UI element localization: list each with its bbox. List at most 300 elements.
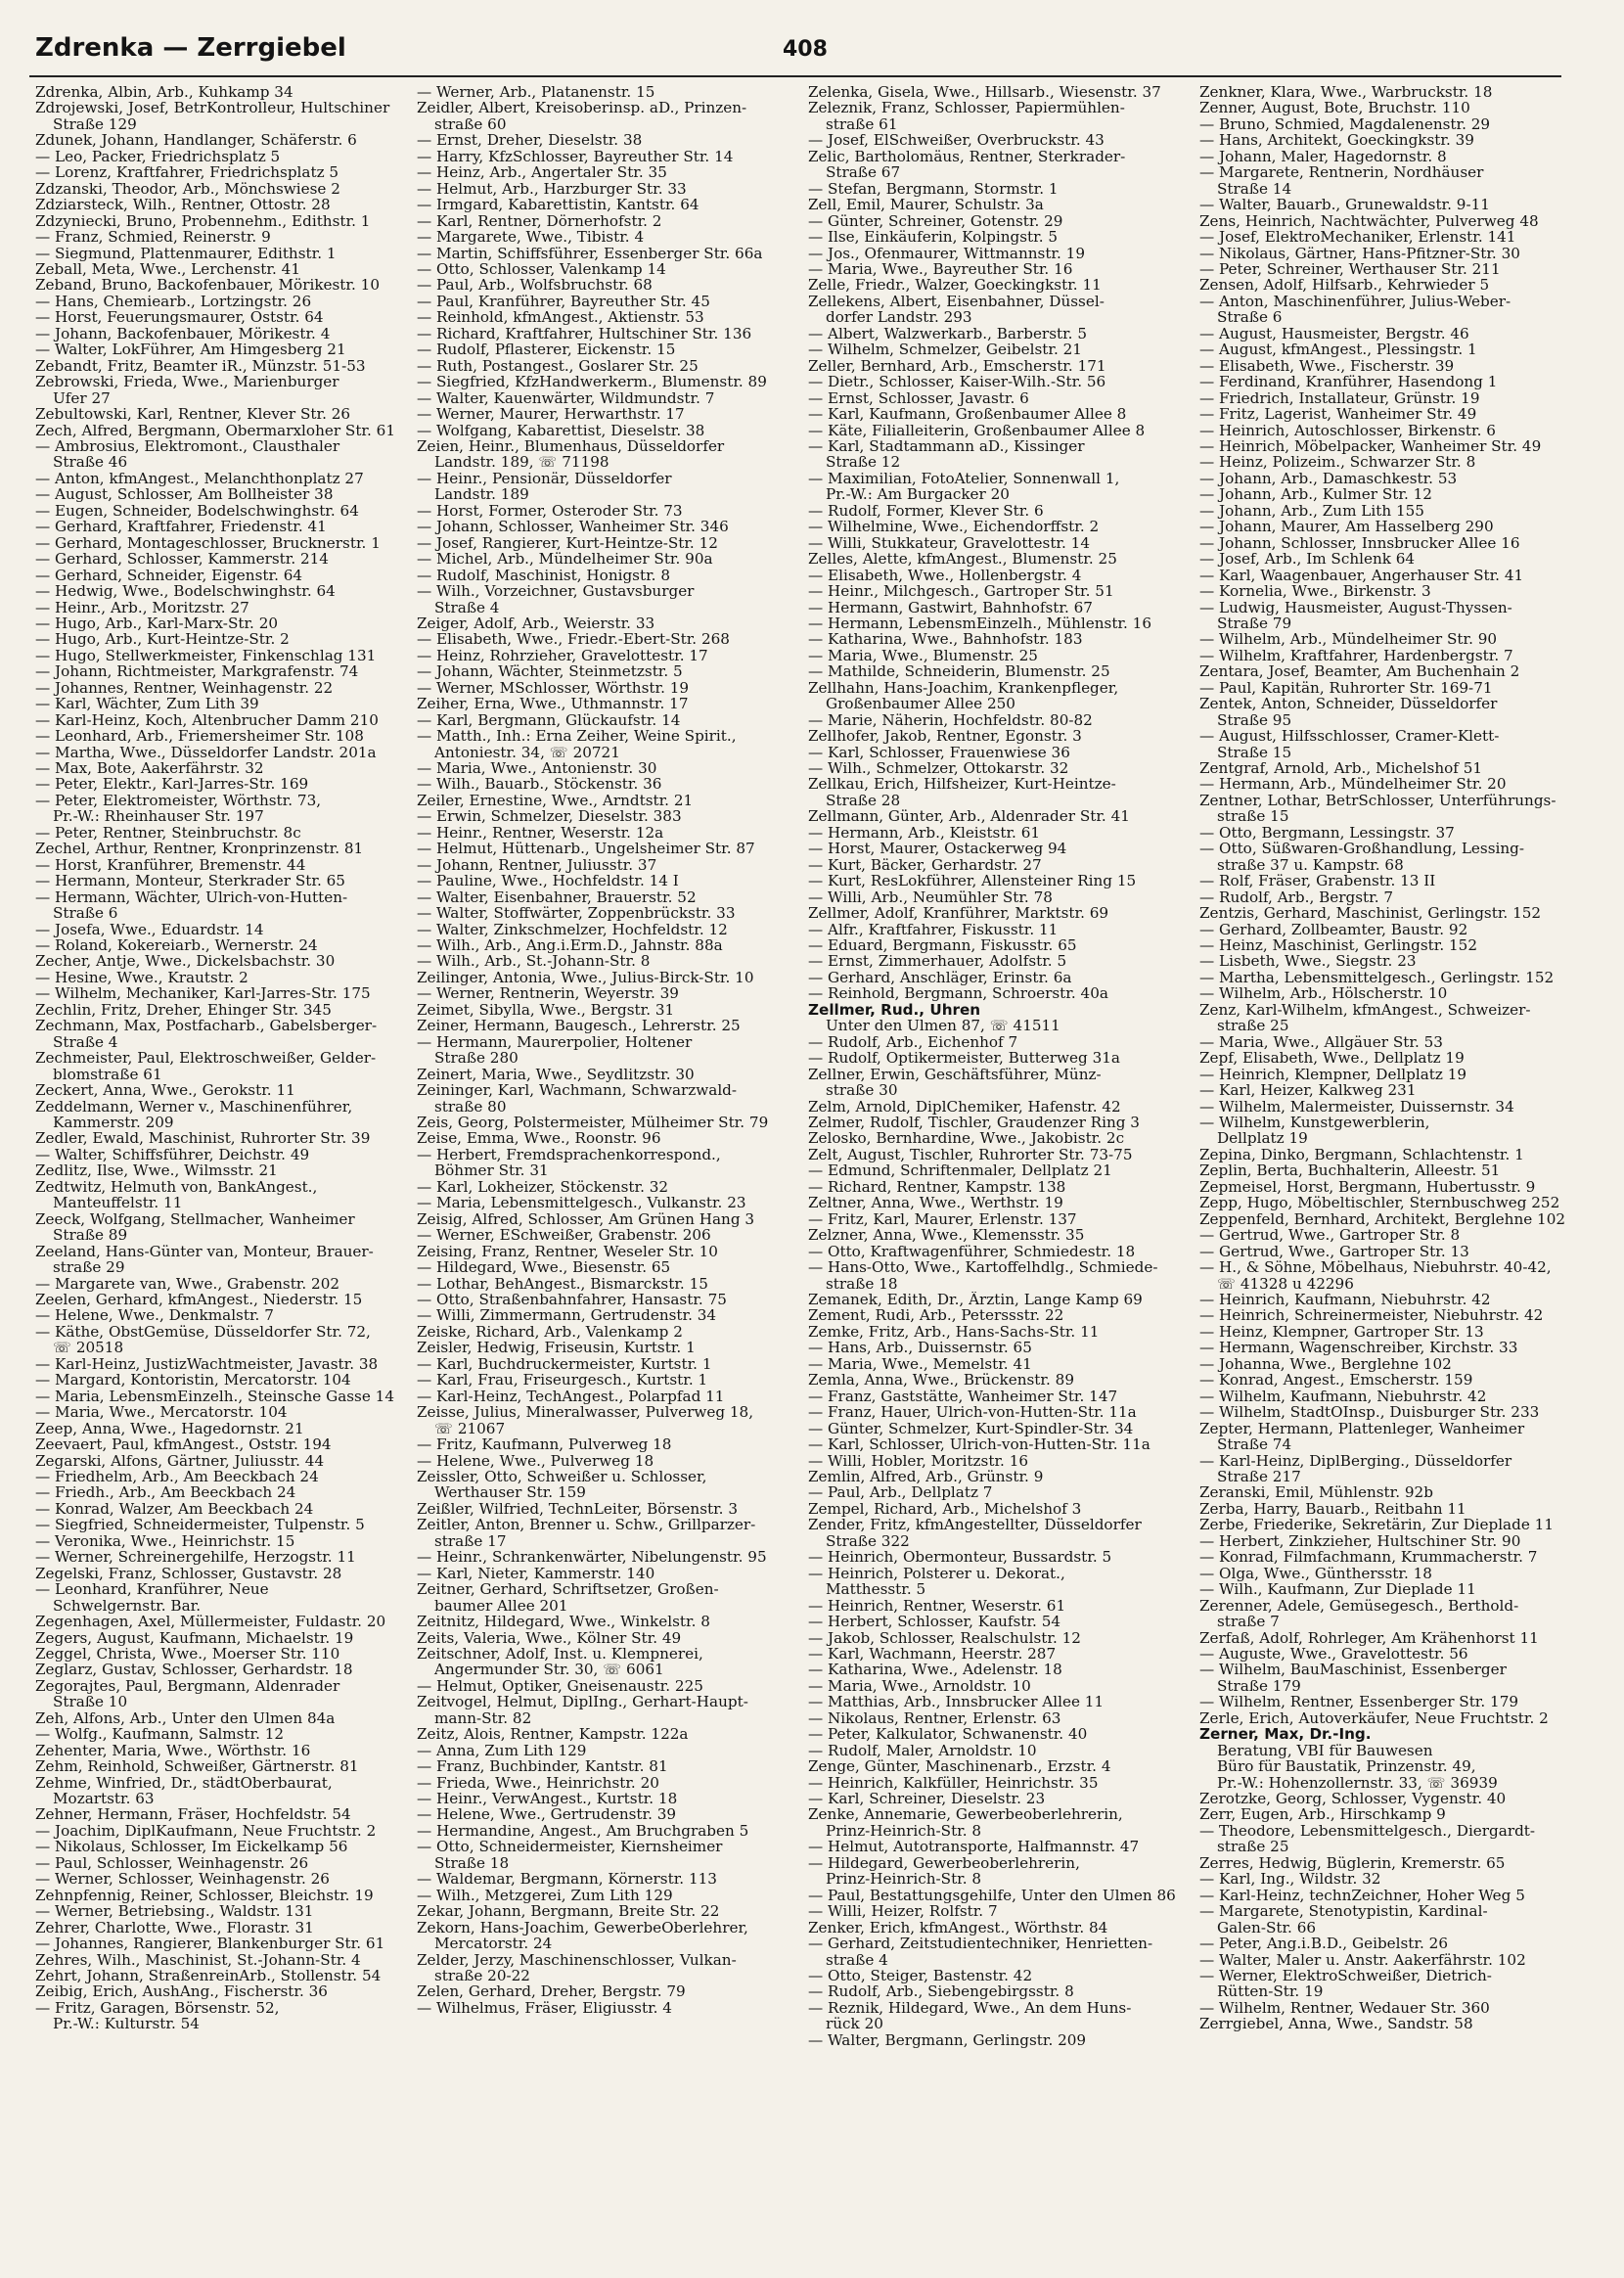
directory-entry: — Karl, Lokheizer, Stöckenstr. 32 — [417, 1178, 669, 1196]
directory-entry: Zepmeisel, Horst, Bergmann, Hubertusstr. 9 — [1199, 1178, 1536, 1196]
column-2 — [417, 84, 787, 2262]
directory-entry: — Otto, Bergmann, Lessingstr. 37 — [1199, 824, 1455, 842]
directory-entry: — Gertrud, Wwe., Gartroper Str. 13 — [1199, 1243, 1469, 1260]
directory-entry: Zech, Alfred, Bergmann, Obermarxloher Str. 61 — [35, 422, 395, 438]
directory-entry: — Franz, Buchbinder, Kantstr. 81 — [417, 1758, 668, 1775]
directory-entry: Zeitner, Gerhard, Schriftsetzer, Großen- — [417, 1581, 719, 1598]
directory-entry: Werthauser Str. 159 — [434, 1484, 586, 1501]
directory-entry: Zechlin, Fritz, Dreher, Ehinger Str. 345 — [35, 1001, 332, 1019]
directory-entry: Zeller, Bernhard, Arb., Emscherstr. 171 — [808, 357, 1106, 375]
directory-entry: — Friedhelm, Arb., Am Beeckbach 24 — [35, 1468, 319, 1485]
directory-entry: — Heinr., Pensionär, Düsseldorfer — [417, 470, 672, 487]
directory-entry: — Maximilian, FotoAtelier, Sonnenwall 1, — [808, 470, 1120, 487]
column-1 — [35, 84, 405, 2262]
directory-entry: Zeball, Meta, Wwe., Lerchenstr. 41 — [35, 260, 300, 278]
directory-entry: straße 25 — [1217, 1839, 1289, 1855]
directory-entry: — Johann, Maurer, Am Hasselberg 290 — [1199, 519, 1494, 535]
directory-entry: — Gerhard, Schlosser, Kammerstr. 214 — [35, 551, 329, 568]
directory-entry: Zeiger, Adolf, Arb., Weierstr. 33 — [417, 615, 655, 632]
directory-entry: — Karl, Rentner, Dörnerhofstr. 2 — [417, 212, 662, 230]
directory-entry: Zeien, Heinr., Blumenhaus, Düsseldorfer — [417, 437, 725, 455]
directory-entry: — Reinhold, kfmAngest., Aktienstr. 53 — [417, 309, 704, 326]
directory-entry: baumer Allee 201 — [434, 1597, 568, 1615]
directory-entry: Straße 14 — [1217, 180, 1292, 198]
directory-entry: — Peter, Schreiner, Werthauser Str. 211 — [1199, 260, 1501, 278]
directory-entry: Zement, Rudi, Arb., Peterssstr. 22 — [808, 1307, 1064, 1324]
directory-entry: Zegorajtes, Paul, Bergmann, Aldenrader — [35, 1677, 340, 1695]
directory-entry: Zeplin, Berta, Buchhalterin, Alleestr. 51 — [1199, 1162, 1501, 1179]
directory-entry: — Fritz, Kaufmann, Pulverweg 18 — [417, 1436, 672, 1453]
directory-entry: — Karl, Wachmann, Heerstr. 287 — [808, 1645, 1057, 1663]
directory-entry: — Margarete, Stenotypistin, Kardinal- — [1199, 1903, 1488, 1920]
directory-entry: Zemanek, Edith, Dr., Ärztin, Lange Kamp 69 — [808, 1291, 1143, 1308]
directory-entry: — Peter, Kalkulator, Schwanenstr. 40 — [808, 1726, 1088, 1743]
directory-entry: — Käte, Filialleiterin, Großenbaumer Allee 8 — [808, 422, 1146, 438]
directory-entry: Zentek, Anton, Schneider, Düsseldorfer — [1199, 696, 1498, 712]
directory-entry: Zeeland, Hans-Günter van, Monteur, Brauer- — [35, 1243, 374, 1260]
directory-entry: Zeleznik, Franz, Schlosser, Papiermühlen- — [808, 100, 1125, 116]
directory-entry: Straße 67 — [826, 164, 901, 181]
directory-entry: — Johann, Arb., Damaschkestr. 53 — [1199, 470, 1458, 487]
directory-entry: Zentzis, Gerhard, Maschinist, Gerlingstr. 152 — [1199, 905, 1542, 922]
directory-entry: — Heinrich, Kalkfüller, Heinrichstr. 35 — [808, 1774, 1099, 1792]
directory-entry: — Paul, Arb., Dellplatz 7 — [808, 1484, 993, 1501]
directory-entry: — Elisabeth, Wwe., Friedr.-Ebert-Str. 268 — [417, 631, 730, 648]
directory-entry: — Walter, Eisenbahner, Brauerstr. 52 — [417, 888, 697, 906]
directory-entry: mann-Str. 82 — [434, 1709, 532, 1727]
directory-entry: — Leonhard, Arb., Friemersheimer Str. 108 — [35, 728, 364, 745]
directory-entry: — Karl, Schreiner, Dieselstr. 23 — [808, 1791, 1046, 1807]
directory-entry: Straße 12 — [826, 454, 901, 471]
directory-entry: — Maria, Wwe., Memelstr. 41 — [808, 1355, 1032, 1373]
directory-entry: — Willi, Hobler, Moritzstr. 16 — [808, 1452, 1029, 1469]
directory-entry: — Gerhard, Zeitstudientechniker, Henrietten- — [808, 1936, 1153, 1952]
directory-entry: — Maria, Wwe., Antonienstr. 30 — [417, 760, 657, 777]
directory-entry: — Johann, Maler, Hagedornstr. 8 — [1199, 148, 1447, 165]
directory-entry: — Wilhelm, Schmelzer, Geibelstr. 21 — [808, 342, 1082, 358]
directory-entry: Zellekens, Albert, Eisenbahner, Düssel- — [808, 293, 1105, 310]
directory-entry: — Walter, Maler u. Anstr. Aakerfährstr. 102 — [1199, 1951, 1526, 1969]
directory-entry: Beratung, VBI für Bauwesen — [1217, 1742, 1433, 1759]
directory-entry: — Siegmund, Plattenmaurer, Edithstr. 1 — [35, 245, 337, 261]
directory-entry: — Karl-Heinz, Koch, Altenbrucher Damm 210 — [35, 711, 379, 729]
directory-entry: — Maria, Wwe., Arnoldstr. 10 — [808, 1677, 1031, 1695]
directory-entry: Zedler, Ewald, Maschinist, Ruhrorter Str. 39 — [35, 1130, 371, 1147]
directory-entry: — Martin, Schiffsführer, Essenberger Str. 66a — [417, 245, 763, 261]
directory-entry: — Wilh., Arb., Ang.i.Erm.D., Jahnstr. 88a — [417, 937, 723, 954]
directory-entry: Zeitnitz, Hildegard, Wwe., Winkelstr. 8 — [417, 1614, 710, 1630]
directory-entry: — Edmund, Schriftenmaler, Dellplatz 21 — [808, 1162, 1112, 1179]
directory-entry: — Heinrich, Schreinermeister, Niebuhrstr. 42 — [1199, 1307, 1544, 1324]
directory-entry: — August, Hausmeister, Bergstr. 46 — [1199, 325, 1469, 342]
directory-entry: — Rudolf, Former, Klever Str. 6 — [808, 502, 1044, 520]
directory-entry: — Helmut, Optiker, Gneisenaustr. 225 — [417, 1677, 703, 1695]
directory-entry: straße 25 — [1217, 1018, 1289, 1034]
directory-entry: — Fritz, Lagerist, Wanheimer Str. 49 — [1199, 406, 1477, 423]
directory-entry: — Heinrich, Autoschlosser, Birkenstr. 6 — [1199, 422, 1496, 438]
directory-entry: ☏ 41328 u 42296 — [1217, 1275, 1354, 1292]
directory-entry: Zebrowski, Frieda, Wwe., Marienburger — [35, 374, 339, 390]
directory-entry: — Johannes, Rangierer, Blankenburger Str. 61 — [35, 1936, 385, 1952]
directory-entry: Zechel, Arthur, Rentner, Kronprinzenstr. 81 — [35, 841, 364, 857]
directory-entry: — Walter, Stoffwärter, Zoppenbrückstr. 33 — [417, 905, 736, 922]
directory-entry: — Otto, Schlosser, Valenkamp 14 — [417, 260, 666, 278]
directory-entry: — Karl, Ing., Wildstr. 32 — [1199, 1871, 1381, 1888]
directory-entry: — Werner, MSchlosser, Wörthstr. 19 — [417, 679, 690, 697]
directory-entry: — Michel, Arb., Mündelheimer Str. 90a — [417, 551, 713, 568]
directory-entry: — Elisabeth, Wwe., Hollenbergstr. 4 — [808, 567, 1082, 584]
directory-entry: Zerba, Harry, Bauarb., Reitbahn 11 — [1199, 1500, 1466, 1518]
directory-entry: Zehenter, Maria, Wwe., Wörthstr. 16 — [35, 1742, 311, 1759]
directory-entry: — Ilse, Einkäuferin, Kolpingstr. 5 — [808, 229, 1059, 246]
directory-entry: — Hermann, Monteur, Sterkrader Str. 65 — [35, 873, 345, 889]
directory-entry: — Otto, Süßwaren-Großhandlung, Lessing- — [1199, 841, 1524, 857]
directory-entry: Manteuffelstr. 11 — [53, 1195, 183, 1211]
directory-entry: — Wilhelm, BauMaschinist, Essenberger — [1199, 1662, 1507, 1678]
directory-entry: — Werner, Schlosser, Weinhagenstr. 26 — [35, 1871, 330, 1888]
directory-entry: Zeckert, Anna, Wwe., Gerokstr. 11 — [35, 1082, 295, 1099]
directory-entry: Zellmer, Rud., Uhren — [808, 1001, 981, 1019]
directory-entry: — Hans, Arb., Duissernstr. 65 — [808, 1340, 1032, 1356]
directory-entry: — Wilh., Bauarb., Stöckenstr. 36 — [417, 776, 662, 793]
directory-entry: — Joachim, DiplKaufmann, Neue Fruchtstr. 2 — [35, 1822, 377, 1840]
directory-entry: ☏ 21067 — [434, 1420, 506, 1437]
directory-entry: — Karl-Heinz, technZeichner, Hoher Weg 5 — [1199, 1887, 1525, 1904]
directory-entry: — Ernst, Dreher, Dieselstr. 38 — [417, 132, 643, 149]
directory-entry: Zeranski, Emil, Mühlenstr. 92b — [1199, 1484, 1433, 1501]
directory-entry: — Walter, Bauarb., Grunewaldstr. 9-11 — [1199, 197, 1490, 213]
directory-entry: Landstr. 189 — [434, 486, 529, 503]
directory-entry: Mozartstr. 63 — [53, 1791, 155, 1807]
directory-entry: — Nikolaus, Gärtner, Hans-Pfitzner-Str. 30 — [1199, 245, 1520, 261]
directory-entry: Zentner, Lothar, BetrSchlosser, Unterführungs- — [1199, 792, 1556, 809]
directory-entry: — Erwin, Schmelzer, Dieselstr. 383 — [417, 808, 682, 825]
directory-entry: straße 60 — [434, 115, 507, 133]
directory-entry: Zelosko, Bernhardine, Wwe., Jakobistr. 2c — [808, 1130, 1125, 1147]
directory-entry: — Siegfried, KfzHandwerkerm., Blumenstr. 89 — [417, 374, 767, 390]
directory-entry: — Günter, Schmelzer, Kurt-Spindler-Str. 34 — [808, 1420, 1134, 1437]
directory-entry: Unter den Ulmen 87, ☏ 41511 — [826, 1018, 1060, 1034]
directory-entry: Zeitz, Alois, Rentner, Kampstr. 122a — [417, 1726, 689, 1743]
directory-entry: Matthesstr. 5 — [826, 1581, 926, 1598]
directory-entry: — Horst, Kranführer, Bremenstr. 44 — [35, 856, 306, 874]
directory-entry: — Eugen, Schneider, Bodelschwinghstr. 64 — [35, 502, 359, 520]
directory-entry: — Walter, Zinkschmelzer, Hochfeldstr. 12 — [417, 921, 728, 938]
directory-entry: — Gerhard, Kraftfahrer, Friedenstr. 41 — [35, 519, 327, 535]
directory-entry: — Wilhelm, StadtOInsp., Duisburger Str. 233 — [1199, 1404, 1540, 1421]
directory-entry: — Johann, Rentner, Juliusstr. 37 — [417, 856, 657, 874]
running-header: Zdrenka — Zerrgiebel — [35, 33, 346, 63]
directory-entry: — Heinrich, Klempner, Dellplatz 19 — [1199, 1066, 1467, 1083]
directory-entry: — Fritz, Karl, Maurer, Erlenstr. 137 — [808, 1210, 1077, 1228]
directory-entry: — Werner, Rentnerin, Weyerstr. 39 — [417, 985, 679, 1002]
directory-entry: Straße 129 — [53, 115, 137, 133]
directory-entry: — Werner, ESchweißer, Grabenstr. 206 — [417, 1227, 711, 1244]
directory-entry: Prinz-Heinrich-Str. 8 — [826, 1822, 982, 1840]
directory-entry: Zerotzke, Georg, Schlosser, Vygenstr. 40 — [1199, 1791, 1507, 1807]
directory-entry: — Karl-Heinz, DiplBerging., Düsseldorfer — [1199, 1452, 1512, 1469]
directory-entry: Zemlin, Alfred, Arb., Grünstr. 9 — [808, 1468, 1044, 1485]
directory-entry: Zell, Emil, Maurer, Schulstr. 3a — [808, 197, 1044, 213]
directory-entry: — Hermann, Wächter, Ulrich-von-Hutten- — [35, 888, 348, 906]
directory-entry: — Otto, Schneidermeister, Kiernsheimer — [417, 1839, 723, 1855]
directory-entry: Pr.-W.: Am Burgacker 20 — [826, 486, 1010, 503]
column-4 — [1199, 84, 1569, 2262]
directory-entry: — Willi, Arb., Neumühler Str. 78 — [808, 888, 1053, 906]
directory-entry: Zeisse, Julius, Mineralwasser, Pulverweg 18, — [417, 1404, 754, 1421]
directory-entry: — Lisbeth, Wwe., Siegstr. 23 — [1199, 953, 1417, 970]
directory-entry: — Otto, Straßenbahnfahrer, Hansastr. 75 — [417, 1291, 727, 1308]
directory-entry: Pr.-W.: Kulturstr. 54 — [53, 2016, 200, 2032]
directory-entry: — Josef, ElSchweißer, Overbruckstr. 43 — [808, 132, 1105, 149]
directory-entry: — Horst, Former, Osteroder Str. 73 — [417, 502, 683, 520]
directory-entry: Zehm, Reinhold, Schweißer, Gärtnerstr. 81 — [35, 1758, 359, 1775]
directory-entry: — Anton, kfmAngest., Melanchthonplatz 27 — [35, 470, 364, 487]
directory-entry: — Richard, Rentner, Kampstr. 138 — [808, 1178, 1066, 1196]
directory-entry: — Karl, Waagenbauer, Angerhauser Str. 41 — [1199, 567, 1524, 584]
directory-entry: — Anna, Zum Lith 129 — [417, 1742, 587, 1759]
directory-entry: Zerrgiebel, Anna, Wwe., Sandstr. 58 — [1199, 2016, 1473, 2032]
directory-entry: — Ruth, Postangest., Goslarer Str. 25 — [417, 357, 699, 375]
directory-entry: Zehnpfennig, Reiner, Schlosser, Bleichstr. 19 — [35, 1887, 374, 1904]
directory-entry: Zeh, Alfons, Arb., Unter den Ulmen 84a — [35, 1709, 336, 1727]
directory-entry: Dellplatz 19 — [1217, 1130, 1308, 1147]
directory-entry: Zegarski, Alfons, Gärtner, Juliusstr. 44 — [35, 1452, 325, 1469]
directory-entry: Antoniestr. 34, ☏ 20721 — [434, 744, 620, 761]
directory-entry: — Gerhard, Anschläger, Erinstr. 6a — [808, 969, 1072, 986]
directory-entry: — Helmut, Hüttenarb., Ungelsheimer Str. 87 — [417, 841, 755, 857]
directory-entry: — Wilhelm, Kunstgewerblerin, — [1199, 1115, 1430, 1131]
directory-entry: — Maria, Lebensmittelgesch., Vulkanstr. 23 — [417, 1195, 746, 1211]
directory-entry: Zeising, Franz, Rentner, Weseler Str. 10 — [417, 1243, 718, 1260]
directory-entry: Zeis, Georg, Polstermeister, Mülheimer Str. 79 — [417, 1115, 769, 1131]
directory-entry: — Werner, Maurer, Herwarthstr. 17 — [417, 406, 685, 423]
directory-entry: Straße 10 — [53, 1694, 128, 1710]
directory-entry: — Gertrud, Wwe., Gartroper Str. 8 — [1199, 1227, 1461, 1244]
directory-entry: Straße 28 — [826, 792, 901, 809]
directory-entry: — Wilhelm, Mechaniker, Karl-Jarres-Str. 175 — [35, 985, 371, 1002]
directory-entry: — Ambrosius, Elektromont., Clausthaler — [35, 437, 340, 455]
directory-entry: blomstraße 61 — [53, 1066, 162, 1083]
directory-entry: Zentara, Josef, Beamter, Am Buchenhain 2 — [1199, 663, 1520, 680]
directory-entry: — Heinz, Rohrzieher, Gravelottestr. 17 — [417, 647, 708, 664]
directory-entry: Zenge, Günter, Maschinenarb., Erzstr. 4 — [808, 1758, 1111, 1775]
directory-entry: — Walter, Schiffsführer, Deichstr. 49 — [35, 1146, 310, 1163]
directory-entry: — Roland, Kokereiarb., Wernerstr. 24 — [35, 937, 318, 954]
directory-entry: Zellhahn, Hans-Joachim, Krankenpfleger, — [808, 679, 1119, 697]
directory-entry: Zeltner, Anna, Wwe., Werthstr. 19 — [808, 1195, 1063, 1211]
directory-entry: Straße 179 — [1217, 1677, 1301, 1695]
directory-entry: — Johann, Backofenbauer, Mörikestr. 4 — [35, 325, 331, 342]
directory-entry: Angermunder Str. 30, ☏ 6061 — [434, 1662, 664, 1678]
directory-entry: Straße 79 — [1217, 615, 1292, 632]
directory-entry: — Paul, Bestattungsgehilfe, Unter den Ulmen 86 — [808, 1887, 1176, 1904]
directory-entry: — Hermann, LebensmEinzelh., Mühlenstr. 16 — [808, 615, 1151, 632]
directory-entry: — Wilhelmus, Fräser, Eligiusstr. 4 — [417, 1999, 672, 2017]
directory-entry: — Willi, Zimmermann, Gertrudenstr. 34 — [417, 1307, 717, 1324]
directory-entry: Zender, Fritz, kfmAngestellter, Düsseldorfer — [808, 1517, 1142, 1533]
directory-entry: — Eduard, Bergmann, Fiskusstr. 65 — [808, 937, 1077, 954]
directory-entry: — Reznik, Hildegard, Wwe., An dem Huns- — [808, 1999, 1132, 2017]
directory-entry: — Hugo, Arb., Kurt-Heintze-Str. 2 — [35, 631, 290, 648]
directory-entry: — Hermann, Gastwirt, Bahnhofstr. 67 — [808, 599, 1093, 615]
directory-entry: Zehrt, Johann, StraßenreinArb., Stollenstr. 54 — [35, 1968, 382, 1984]
directory-entry: — Paul, Kapitän, Ruhrorter Str. 169-71 — [1199, 679, 1493, 697]
directory-entry: Zelmer, Rudolf, Tischler, Graudenzer Ring 3 — [808, 1115, 1140, 1131]
directory-entry: — Auguste, Wwe., Gravelottestr. 56 — [1199, 1645, 1468, 1663]
directory-entry: Straße 89 — [53, 1227, 128, 1244]
directory-entry: Zerbe, Friederike, Sekretärin, Zur Dieplade 11 — [1199, 1517, 1554, 1533]
directory-entry: — August, kfmAngest., Plessingstr. 1 — [1199, 342, 1477, 358]
directory-entry: — Johannes, Rentner, Weinhagenstr. 22 — [35, 679, 334, 697]
directory-entry: — Margarete van, Wwe., Grabenstr. 202 — [35, 1275, 340, 1292]
directory-entry: — Gerhard, Schneider, Eigenstr. 64 — [35, 567, 303, 584]
directory-entry: — Wilhelm, Kraftfahrer, Hardenbergstr. 7 — [1199, 647, 1513, 664]
directory-entry: Zegenhagen, Axel, Müllermeister, Fuldastr. 20 — [35, 1614, 386, 1630]
directory-entry: Zdzyniecki, Bruno, Probennehm., Edithstr. 1 — [35, 212, 371, 230]
directory-entry: — Friedrich, Installateur, Grünstr. 19 — [1199, 389, 1480, 407]
directory-entry: Straße 95 — [1217, 711, 1292, 729]
directory-entry: — Karl, Schlosser, Ulrich-von-Hutten-Str. 11a — [808, 1436, 1150, 1453]
directory-entry: — Margarete, Wwe., Tibistr. 4 — [417, 229, 645, 246]
directory-entry: — Irmgard, Kabarettistin, Kantstr. 64 — [417, 197, 699, 213]
directory-entry: straße 37 u. Kampstr. 68 — [1217, 856, 1404, 874]
directory-entry: Zeitvogel, Helmut, DiplIng., Gerhart-Haupt- — [417, 1694, 748, 1710]
directory-entry: — Alfr., Kraftfahrer, Fiskusstr. 11 — [808, 921, 1059, 938]
directory-entry: Zens, Heinrich, Nachtwächter, Pulverweg 48 — [1199, 212, 1539, 230]
directory-entry: — Ernst, Schlosser, Javastr. 6 — [808, 389, 1029, 407]
directory-entry: Zelles, Alette, kfmAngest., Blumenstr. 25 — [808, 551, 1117, 568]
directory-entry: Straße 4 — [434, 599, 500, 615]
directory-entry: — Johann, Wächter, Steinmetzstr. 5 — [417, 663, 683, 680]
directory-entry: — Elisabeth, Wwe., Fischerstr. 39 — [1199, 357, 1455, 375]
directory-entry: — Reinhold, Bergmann, Schroerstr. 40a — [808, 985, 1108, 1002]
directory-entry: — Lorenz, Kraftfahrer, Friedrichsplatz 5 — [35, 164, 339, 181]
directory-entry: — Nikolaus, Schlosser, Im Eickelkamp 56 — [35, 1839, 348, 1855]
directory-entry: Zelic, Bartholomäus, Rentner, Sterkrader- — [808, 148, 1126, 165]
directory-entry: — Heinr., Milchgesch., Gartroper Str. 51 — [808, 583, 1114, 600]
directory-entry: — Kurt, Bäcker, Gerhardstr. 27 — [808, 856, 1042, 874]
directory-entry: — Rudolf, Arb., Eichenhof 7 — [808, 1033, 1018, 1051]
directory-entry: — Josef, Arb., Im Schlenk 64 — [1199, 551, 1416, 568]
directory-entry: Zeglarz, Gustav, Schlosser, Gerhardstr. 18 — [35, 1662, 353, 1678]
directory-entry: — Wilhelm, Arb., Hölscherstr. 10 — [1199, 985, 1448, 1002]
directory-entry: — Helene, Wwe., Gertrudenstr. 39 — [417, 1806, 677, 1823]
directory-entry: — August, Schlosser, Am Bollheister 38 — [35, 486, 334, 503]
directory-entry: — Leonhard, Kranführer, Neue — [35, 1581, 269, 1598]
directory-entry: Zelder, Jerzy, Maschinenschlosser, Vulkan- — [417, 1951, 737, 1969]
directory-entry: Zebandt, Fritz, Beamter iR., Münzstr. 51-53 — [35, 357, 366, 375]
directory-entry: — August, Hilfsschlosser, Cramer-Klett- — [1199, 728, 1500, 745]
directory-entry: Zeiske, Richard, Arb., Valenkamp 2 — [417, 1323, 683, 1341]
directory-entry: Zerres, Hedwig, Büglerin, Kremerstr. 65 — [1199, 1854, 1506, 1872]
directory-entry: — Karl, Kaufmann, Großenbaumer Allee 8 — [808, 406, 1127, 423]
directory-entry: — Werner, ElektroSchweißer, Dietrich- — [1199, 1968, 1492, 1984]
directory-entry: Zdrojewski, Josef, BetrKontrolleur, Hultschiner — [35, 100, 390, 116]
directory-entry: — Rudolf, Arb., Siebengebirgsstr. 8 — [808, 1983, 1074, 2000]
directory-entry: Straße 217 — [1217, 1468, 1301, 1485]
directory-entry: — Waldemar, Bergmann, Körnerstr. 113 — [417, 1871, 717, 1888]
directory-entry: — Marie, Näherin, Hochfeldstr. 80-82 — [808, 711, 1093, 729]
directory-entry: — Karl, Heizer, Kalkweg 231 — [1199, 1082, 1417, 1099]
directory-entry: — Theodore, Lebensmittelgesch., Diergardt- — [1199, 1822, 1536, 1840]
directory-entry: — Jakob, Schlosser, Realschulstr. 12 — [808, 1629, 1081, 1646]
directory-entry: Zemke, Fritz, Arb., Hans-Sachs-Str. 11 — [808, 1323, 1100, 1341]
directory-entry: Galen-Str. 66 — [1217, 1919, 1317, 1936]
directory-entry: — Heinr., Schrankenwärter, Nibelungenstr. 95 — [417, 1549, 767, 1566]
directory-entry: Zecher, Antje, Wwe., Dickelsbachstr. 30 — [35, 953, 336, 970]
directory-entry: — Konrad, Angest., Emscherstr. 159 — [1199, 1372, 1473, 1389]
directory-entry: — Karl, Stadtammann aD., Kissinger — [808, 437, 1085, 455]
directory-entry: — Rudolf, Pflasterer, Eickenstr. 15 — [417, 342, 676, 358]
directory-entry: Zepina, Dinko, Bergmann, Schlachtenstr. 1 — [1199, 1146, 1524, 1163]
directory-entry: — Maria, Wwe., Bayreuther Str. 16 — [808, 260, 1073, 278]
directory-entry: straße 20-22 — [434, 1968, 530, 1984]
directory-entry: Zekar, Johann, Bergmann, Breite Str. 22 — [417, 1903, 720, 1920]
directory-entry: Zegelski, Franz, Schlosser, Gustavstr. 28 — [35, 1565, 342, 1582]
directory-entry: — Heinrich, Obermonteur, Bussardstr. 5 — [808, 1549, 1112, 1566]
directory-entry: Zelt, August, Tischler, Ruhrorter Str. 73-75 — [808, 1146, 1133, 1163]
directory-entry: straße 61 — [826, 115, 898, 133]
directory-entry: — Hesine, Wwe., Krautstr. 2 — [35, 969, 248, 986]
directory-entry: straße 4 — [826, 1951, 888, 1969]
directory-entry: Zedtwitz, Helmuth von, BankAngest., — [35, 1178, 318, 1196]
directory-entry: Zepp, Hugo, Möbeltischler, Sternbuschweg 252 — [1199, 1195, 1560, 1211]
directory-entry: — Heinr., Arb., Moritzstr. 27 — [35, 599, 249, 615]
directory-entry: — Josefa, Wwe., Eduardstr. 14 — [35, 921, 264, 938]
directory-entry: Zerfaß, Adolf, Rohrleger, Am Krähenhorst 11 — [1199, 1629, 1539, 1646]
directory-entry: Zelenka, Gisela, Wwe., Hillsarb., Wiesenstr. 37 — [808, 84, 1161, 101]
directory-entry: Zeißler, Wilfried, TechnLeiter, Börsenstr. 3 — [417, 1500, 739, 1518]
directory-entry: Zellhofer, Jakob, Rentner, Egonstr. 3 — [808, 728, 1082, 745]
directory-entry: — Hugo, Stellwerkmeister, Finkenschlag 131 — [35, 647, 377, 664]
directory-entry: — Johann, Arb., Kulmer Str. 12 — [1199, 486, 1432, 503]
directory-entry: Straße 15 — [1217, 744, 1292, 761]
directory-entry: Zenkner, Klara, Wwe., Warbruckstr. 18 — [1199, 84, 1493, 101]
directory-entry: — Hugo, Arb., Karl-Marx-Str. 20 — [35, 615, 279, 632]
directory-entry: Zeppenfeld, Bernhard, Architekt, Berglehne 102 — [1199, 1210, 1566, 1228]
page-number: 408 — [783, 37, 828, 62]
directory-entry: Mercatorstr. 24 — [434, 1936, 553, 1952]
directory-entry: Straße 6 — [53, 905, 118, 922]
directory-entry: — Wilh., Metzgerei, Zum Lith 129 — [417, 1887, 673, 1904]
directory-entry: — Hermann, Arb., Kleiststr. 61 — [808, 824, 1041, 842]
directory-entry: Böhmer Str. 31 — [434, 1162, 549, 1179]
directory-entry: — Albert, Walzwerkarb., Barberstr. 5 — [808, 325, 1087, 342]
directory-entry: — Peter, Rentner, Steinbruchstr. 8c — [35, 824, 301, 842]
directory-entry: Zelzner, Anna, Wwe., Klemensstr. 35 — [808, 1227, 1085, 1244]
directory-entry: Zdzanski, Theodor, Arb., Mönchswiese 2 — [35, 180, 340, 198]
directory-entry: — Wolfgang, Kabarettist, Dieselstr. 38 — [417, 422, 705, 438]
directory-entry: — Siegfried, Schneidermeister, Tulpenstr. 5 — [35, 1517, 365, 1533]
directory-entry: — Katharina, Wwe., Bahnhofstr. 183 — [808, 631, 1083, 648]
directory-entry: straße 15 — [1217, 808, 1289, 825]
directory-entry: — Herbert, Schlosser, Kaufstr. 54 — [808, 1614, 1061, 1630]
directory-entry: — Johann, Richtmeister, Markgrafenstr. 74 — [35, 663, 359, 680]
directory-entry: Zeband, Bruno, Backofenbauer, Mörikestr. 10 — [35, 277, 380, 294]
directory-entry: Zerle, Erich, Autoverkäufer, Neue Fruchtstr. 2 — [1199, 1709, 1549, 1727]
directory-entry: Zechmann, Max, Postfacharb., Gabelsberger- — [35, 1018, 378, 1034]
directory-entry: Ufer 27 — [53, 389, 111, 407]
directory-entry: Zempel, Richard, Arb., Michelshof 3 — [808, 1500, 1082, 1518]
directory-entry: Zehrer, Charlotte, Wwe., Florastr. 31 — [35, 1919, 314, 1936]
directory-entry: — Heinz, Klempner, Gartroper Str. 13 — [1199, 1323, 1484, 1341]
directory-entry: Zelle, Friedr., Walzer, Goeckingkstr. 11 — [808, 277, 1102, 294]
directory-entry: — Paul, Arb., Wolfsbruchstr. 68 — [417, 277, 653, 294]
directory-entry: — Heinz, Maschinist, Gerlingstr. 152 — [1199, 937, 1478, 954]
directory-entry: Zeep, Anna, Wwe., Hagedornstr. 21 — [35, 1420, 304, 1437]
directory-entry: — Wilh., Vorzeichner, Gustavsburger — [417, 583, 695, 600]
